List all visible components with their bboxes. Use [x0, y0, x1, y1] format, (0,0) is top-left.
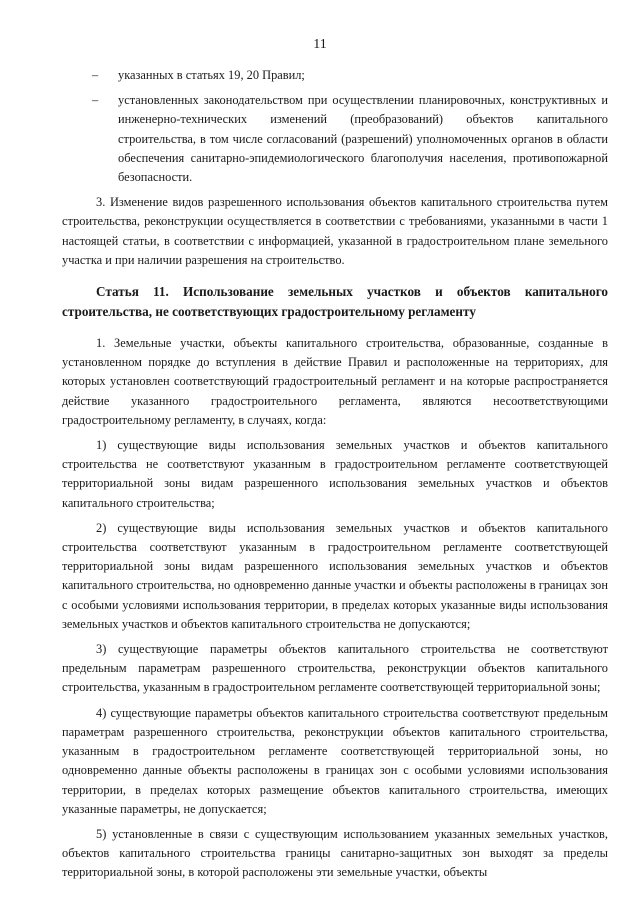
- article-subitem-2: 2) существующие виды использования земельных участков и объектов капитального строительства соответствуют указанным в градостроительном регламенте соответствующей территориальной зоны видам разрешенного использования земельных участков и объектов капитального строительства, но одновременно данные участки и объекты расположены в границах зон с особыми условиями использования территории, в пределах которых указанные виды использования земельных участков и объектов капитального строительства не допускаются;: [62, 520, 608, 631]
- article-subitem-3: 3) существующие параметры объектов капитального строительства не соответствуют предельным параметрам разрешенного строительства, реконструкции объектов капитального строительства, указанным в градостроительном регламенте соответствующей территориальной зоны;: [62, 642, 608, 695]
- list-item-text: указанных в статьях 19, 20 Правил;: [118, 68, 305, 82]
- article-subitem-4: 4) существующие параметры объектов капитального строительства соответствуют предельным параметрам разрешенного строительства, реконструкции объектов капитального строительства, указанным в градостроительном регламенте соответствующей территориальной зоны, но одновременно данные объекты расположены в границах зон с особыми условиями использования территории, в пределах которых размещение объектов капитального строительства, имеющих указанные параметры, не допускается;: [62, 705, 608, 816]
- list-item: [62, 91, 608, 187]
- page-content: [62, 66, 608, 889]
- paragraph-3: 3. Изменение видов разрешенного использования объектов капитального строительства путем строительства, реконструкции осуществляется в соответствии с требованиями, указанными в части 1 настоящей статьи, в соответствии с информацией, указанной в градостроительном плане земельного участка и при наличии разрешения на строительство.: [62, 195, 608, 267]
- list-item-text: установленных законодательством при осуществлении планировочных, конструктивных и инженерно-технических изменений (преобразований) объектов капитального строительства, в том числе согласований (разрешений) уполномоченных органов в области обеспечения санитарно-эпидемиологического благополучия населения, противопожарной безопасности.: [118, 93, 608, 185]
- article-paragraph-1: 1. Земельные участки, объекты капитального строительства, образованные, созданные в установленном порядке до вступления в действие Правил и расположенные на территориях, для которых установлен соответствующий градостроительный регламент и на которые распространяется действие указанного градостроительного регламента, являются несоответствующими градостроительному регламенту, в случаях, когда:: [62, 336, 608, 427]
- article-heading: Статья 11. Использование земельных участков и объектов капитального строительства, не соответствующих градостроительному регламенту: [62, 284, 608, 320]
- page-number: 11: [313, 37, 327, 52]
- dash-marker: –: [92, 68, 99, 82]
- article-subitem-5: 5) установленные в связи с существующим использованием указанных земельных участков, объектов капитального строительства границы санитарно-защитных зон выходят за пределы территориальной зоны, в которой расположены эти земельные участки, объекты: [62, 826, 608, 880]
- article-subitem-1: 1) существующие виды использования земельных участков и объектов капитального строительства не соответствуют указанным в градостроительном регламенте соответствующей территориальной зоны видам разрешенного использования земельных участков и объектов капитального строительства;: [62, 438, 608, 510]
- dash-marker: –: [92, 93, 99, 108]
- list-item: [62, 66, 608, 85]
